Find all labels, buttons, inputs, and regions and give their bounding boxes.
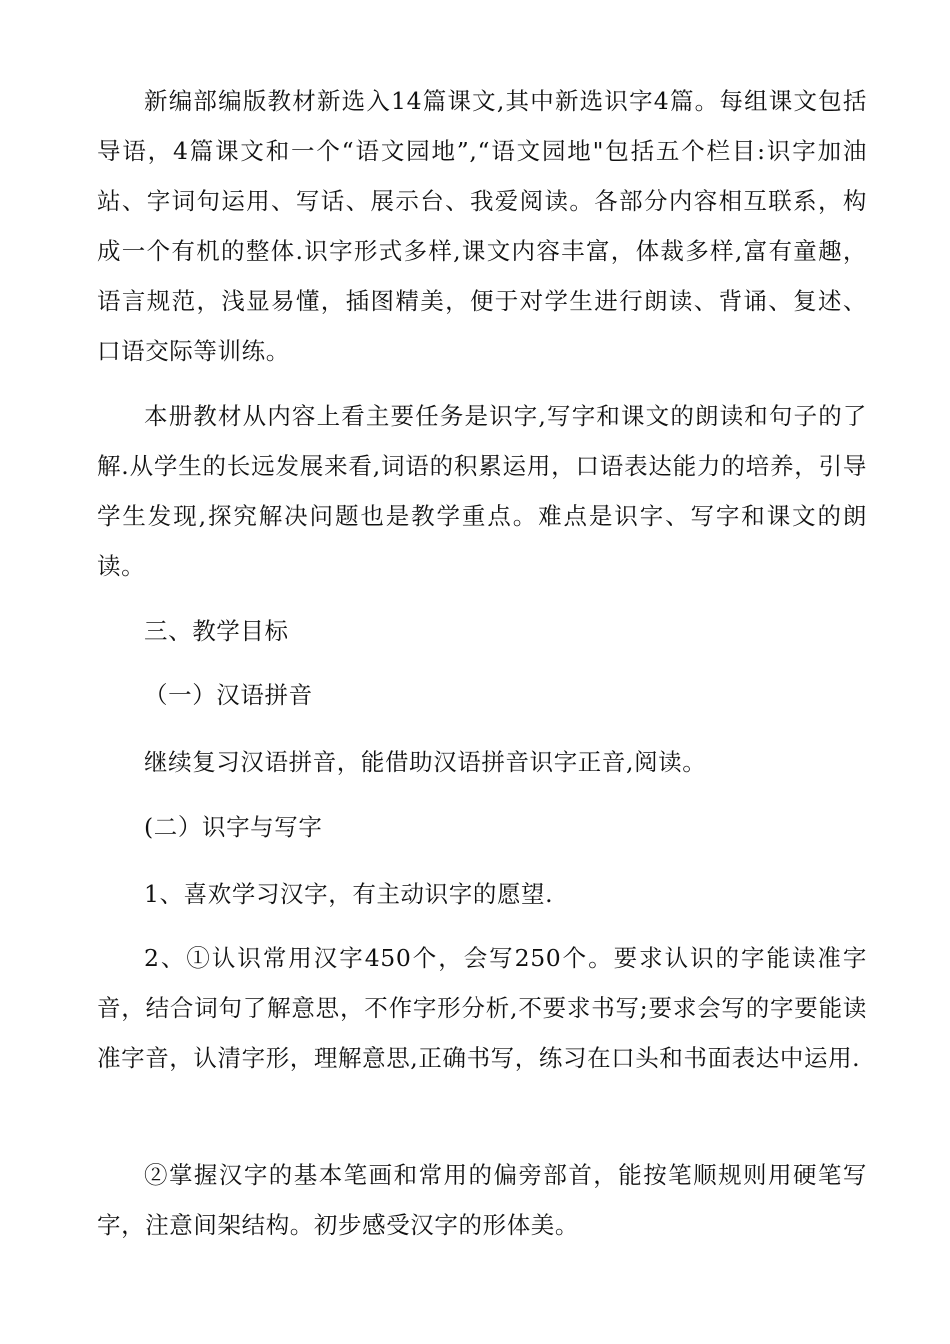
- literacy-item-3: ②掌握汉字的基本笔画和常用的偏旁部首，能按笔顺规则用硬笔写字，注意间架结构。初步感受汉字的形体美。: [97, 1161, 867, 1239]
- literacy-writing-subheading: (二）识字与写字: [144, 813, 323, 841]
- pinyin-paragraph: 继续复习汉语拼音，能借助汉语拼音识字正音,阅读。: [144, 748, 707, 776]
- textbook-overview-paragraph: 新编部编版教材新选入14篇课文,其中新选识字4篇。每组课文包括导语，4篇课文和一个“语文园地”,“语文园地"包括五个栏目:识字加油站、字词句运用、写话、展示台、我爱阅读。各部分内容相互联系，构成一个有机的整体.识字形式多样,课文内容丰富，体裁多样,富有童趣，语言规范，浅显易懂，插图精美，便于对学生进行朗读、背诵、复述、口语交际等训练。: [97, 87, 867, 365]
- pinyin-subheading: （一）汉语拼音: [144, 681, 313, 709]
- teaching-focus-paragraph: 本册教材从内容上看主要任务是识字,写字和课文的朗读和句子的了解.从学生的长远发展来看,词语的积累运用，口语表达能力的培养，引导学生发现,探究解决问题也是教学重点。难点是识字、写字和课文的朗读。: [97, 402, 867, 580]
- literacy-item-2: 2、①认识常用汉字450个，会写250个。要求认识的字能读准字音，结合词句了解意思，不作字形分析,不要求书写;要求会写的字要能读准字音，认清字形，理解意思,正确书写，练习在口头和书面表达中运用.: [97, 944, 867, 1072]
- teaching-goals-heading: 三、教学目标: [144, 617, 289, 645]
- literacy-item-1: 1、喜欢学习汉字，有主动识字的愿望.: [144, 880, 554, 908]
